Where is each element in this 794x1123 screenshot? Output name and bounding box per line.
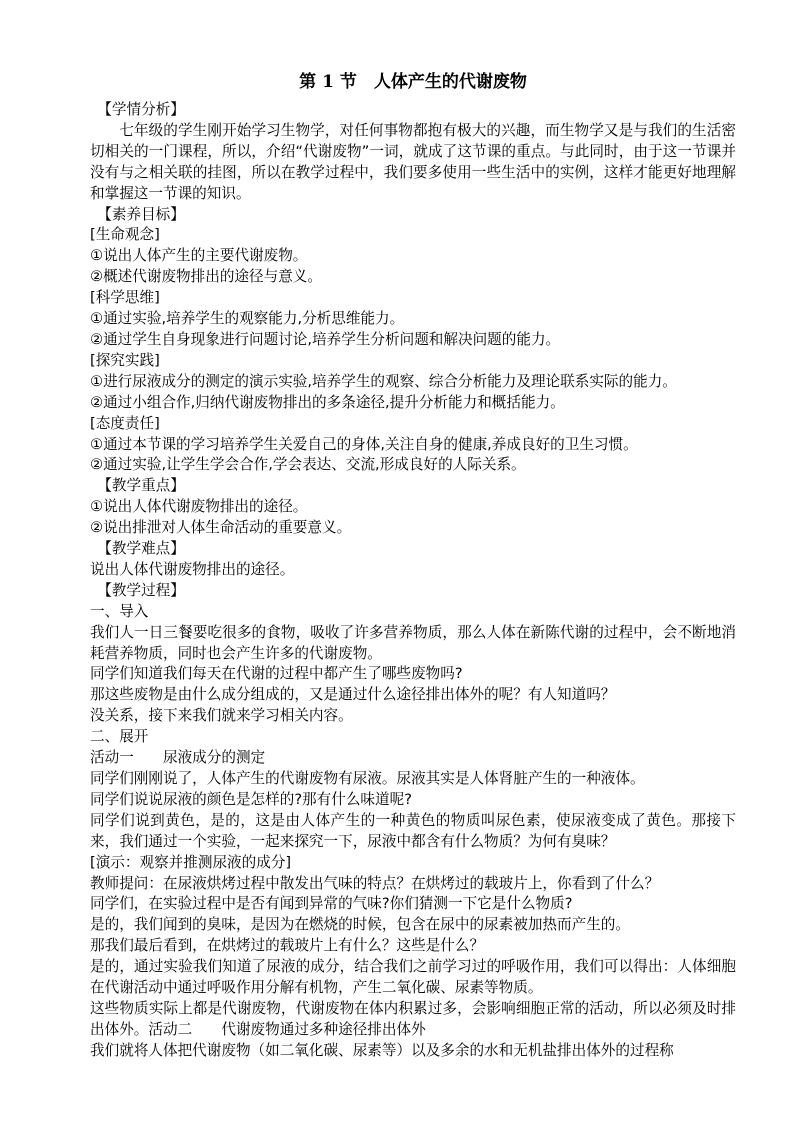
paragraph: ①说出人体产生的主要代谢废物。: [90, 247, 308, 265]
paragraph: [探究实践]: [90, 351, 160, 369]
paragraph: 教师提问：在尿液烘烤过程中散发出气味的特点？在烘烤过的载玻片上，你看到了什么？: [90, 874, 660, 892]
section-heading: 【教学过程】: [97, 581, 185, 599]
paragraph: 同学们知道我们每天在代谢的过程中都产生了哪些废物吗?: [90, 665, 463, 683]
section-heading: 【教学重点】: [97, 477, 185, 495]
document-title: 第 1 节 人体产生的代谢废物: [299, 72, 527, 92]
paragraph: ②通过学生自身现象进行问题讨论,培养学生分析问题和解决问题的能力。: [90, 330, 561, 348]
paragraph: 是的，通过实验我们知道了尿液的成分，结合我们之前学习过的呼吸作用，我们可以得出：人体细胞在代谢活动中通过呼吸作用分解有机物，产生二氧化碳、尿素等物质。: [90, 958, 736, 997]
paragraph: [生命观念]: [90, 226, 160, 244]
paragraph: 那我们最后看到，在烘烤过的载玻片上有什么？这些是什么？: [90, 937, 485, 955]
paragraph: ①通过实验,培养学生的观察能力,分析思维能力。: [90, 310, 405, 328]
paragraph: [演示：观察并推测尿液的成分]: [90, 853, 292, 871]
paragraph: 那这些废物是由什么成分组成的，又是通过什么途径排出体外的呢？有人知道吗？: [90, 686, 616, 704]
section-heading: 【教学难点】: [97, 540, 185, 558]
paragraph: 一、导入: [90, 602, 149, 620]
paragraph: ②说出排泄对人体生命活动的重要意义。: [90, 519, 352, 537]
paragraph: 二、展开: [90, 728, 149, 746]
paragraph: 同学们说到黄色，是的，这是由人体产生的一种黄色的物质叫尿色素，使尿液变成了黄色。那接下来，我们通过一个实验，一起来探究一下，尿液中都含有什么物质？为何有臭味？: [90, 811, 736, 850]
paragraph: 说出人体代谢废物排出的途径。: [90, 560, 295, 578]
document-page: [90, 70, 736, 1062]
paragraph: [态度责任]: [90, 414, 160, 432]
paragraph: ②通过实验,让学生学会合作,学会表达、交流,形成良好的人际关系。: [90, 456, 526, 474]
document-body: [90, 100, 736, 1062]
paragraph: 我们人一日三餐要吃很多的食物，吸收了许多营养物质，那么人体在新陈代谢的过程中，会不断地消耗营养物质，同时也会产生许多的代谢废物。: [90, 623, 736, 662]
paragraph: 同学们，在实验过程中是否有闻到异常的气味?你们猜测一下它是什么物质?: [90, 895, 573, 913]
paragraph: 七年级的学生刚开始学习生物学，对任何事物都抱有极大的兴趣，而生物学又是与我们的生活密切相关的一门课程，所以，介绍“代谢废物”一词，就成了这节课的重点。与此同时，由于这一节课并没有与之相关联的挂图，所以在教学过程中，我们要多使用一些生活中的实例，这样才能更好地理解和掌握这一节课的知识。: [90, 121, 736, 202]
paragraph: ①进行尿液成分的测定的演示实验,培养学生的观察、综合分析能力及理论联系实际的能力。: [90, 372, 677, 390]
paragraph: 我们就将人体把代谢废物（如二氧化碳、尿素等）以及多余的水和无机盐排出体外的过程称: [90, 1041, 674, 1059]
paragraph: [科学思维]: [90, 289, 160, 307]
paragraph: 这些物质实际上都是代谢废物，代谢废物在体内积累过多，会影响细胞正常的活动，所以必须及时排出体外。活动二 代谢废物通过多种途径排出体外: [90, 999, 736, 1038]
paragraph: ②通过小组合作,归纳代谢废物排出的多条途径,提升分析能力和概括能力。: [90, 393, 565, 411]
paragraph: ①通过本节课的学习培养学生关爱自己的身体,关注自身的健康,养成良好的卫生习惯。: [90, 435, 638, 453]
paragraph: 同学们刚刚说了，人体产生的代谢废物有尿液。尿液其实是人体肾脏产生的一种液体。: [90, 770, 645, 787]
paragraph: 没关系，接下来我们就来学习相关内容。: [90, 707, 353, 725]
section-heading: 【学情分析】: [97, 101, 185, 118]
paragraph: ②概述代谢废物排出的途径与意义。: [90, 268, 322, 286]
paragraph: ①说出人体代谢废物排出的途径。: [90, 498, 308, 516]
paragraph: 活动一 尿液成分的测定: [90, 749, 266, 767]
section-heading: 【素养目标】: [97, 205, 185, 223]
paragraph: 同学们说说尿液的颜色是怎样的?那有什么味道呢?: [90, 790, 412, 808]
paragraph: 是的，我们闻到的臭味，是因为在燃烧的时候，包含在尿中的尿素被加热而产生的。: [90, 916, 630, 934]
